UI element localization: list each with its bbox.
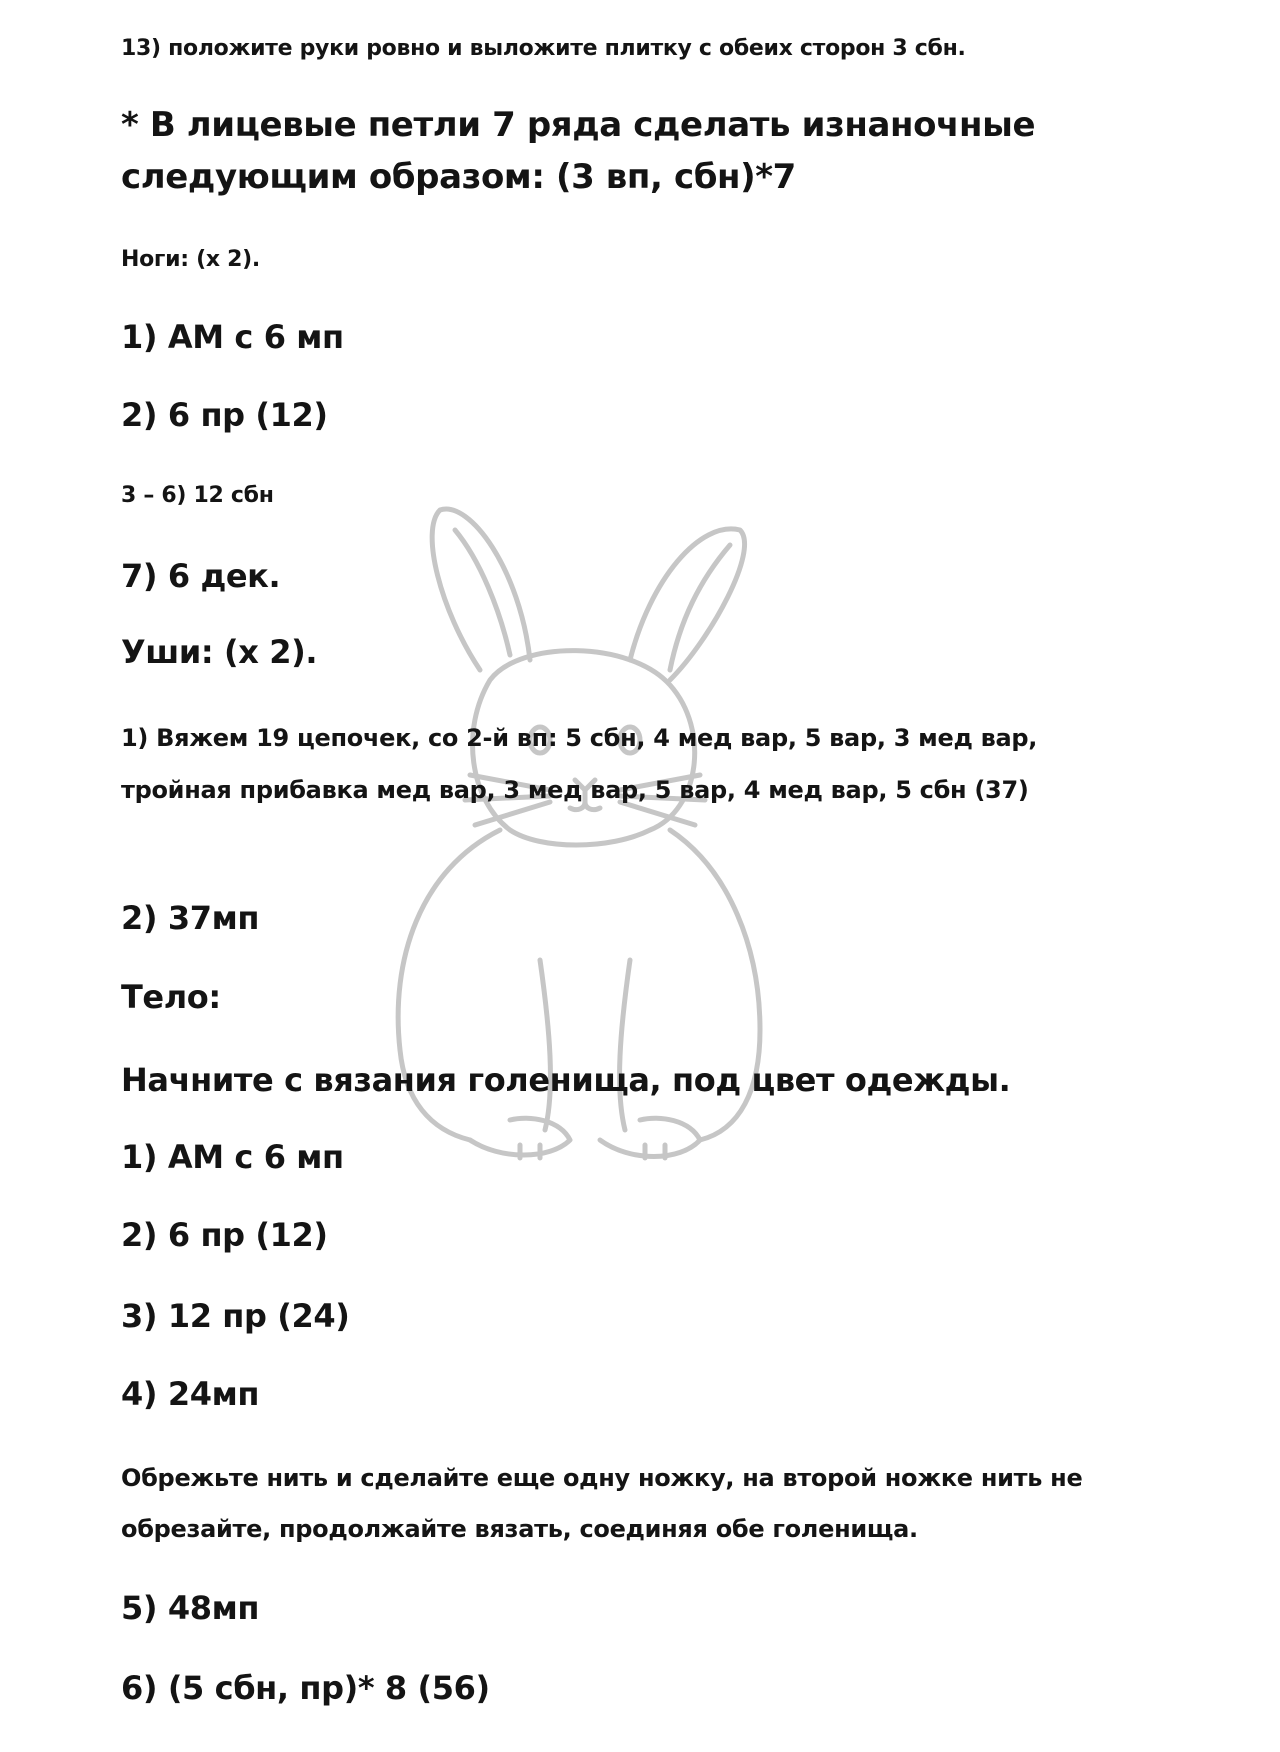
ears-step-1: 1) Вяжем 19 цепочек, со 2-й вп: 5 сбн, 4 мед вар, 5 вар, 3 мед вар, xyxy=(121,724,1038,752)
body-note: Обрежьте нить и сделайте еще одну ножку, на второй ножке нить не xyxy=(121,1464,1083,1492)
body-step-3: 3) 12 пр (24) xyxy=(121,1297,350,1335)
body-note-cont: обрезайте, продолжайте вязать, соединяя обе голенища. xyxy=(121,1515,918,1543)
note-purl-loops: * В лицевые петли 7 ряда сделать изнаночные xyxy=(121,105,1036,145)
legs-step-2: 2) 6 пр (12) xyxy=(121,396,328,434)
body-step-1: 1) АМ с 6 мп xyxy=(121,1138,344,1176)
body-step-6: 6) (5 сбн, пр)* 8 (56) xyxy=(121,1669,490,1707)
section-body-title: Тело: xyxy=(121,978,221,1016)
section-legs-title: Ноги: (х 2). xyxy=(121,247,260,272)
legs-step-7: 7) 6 дек. xyxy=(121,557,281,595)
body-step-4: 4) 24мп xyxy=(121,1375,260,1413)
legs-step-3-6: 3 – 6) 12 сбн xyxy=(121,483,274,508)
ears-step-2: 2) 37мп xyxy=(121,899,260,937)
body-intro: Начните с вязания голенища, под цвет одежды. xyxy=(121,1061,1011,1099)
legs-step-1: 1) АМ с 6 мп xyxy=(121,318,344,356)
section-ears-title: Уши: (х 2). xyxy=(121,633,318,671)
note-purl-loops-2: следующим образом: (3 вп, сбн)*7 xyxy=(121,157,796,197)
step-13-arms: 13) положите руки ровно и выложите плитку с обеих сторон 3 сбн. xyxy=(121,36,966,61)
body-step-2: 2) 6 пр (12) xyxy=(121,1216,328,1254)
ears-step-1-cont: тройная прибавка мед вар, 3 мед вар, 5 вар, 4 мед вар, 5 сбн (37) xyxy=(121,776,1029,804)
body-step-5: 5) 48мп xyxy=(121,1589,260,1627)
